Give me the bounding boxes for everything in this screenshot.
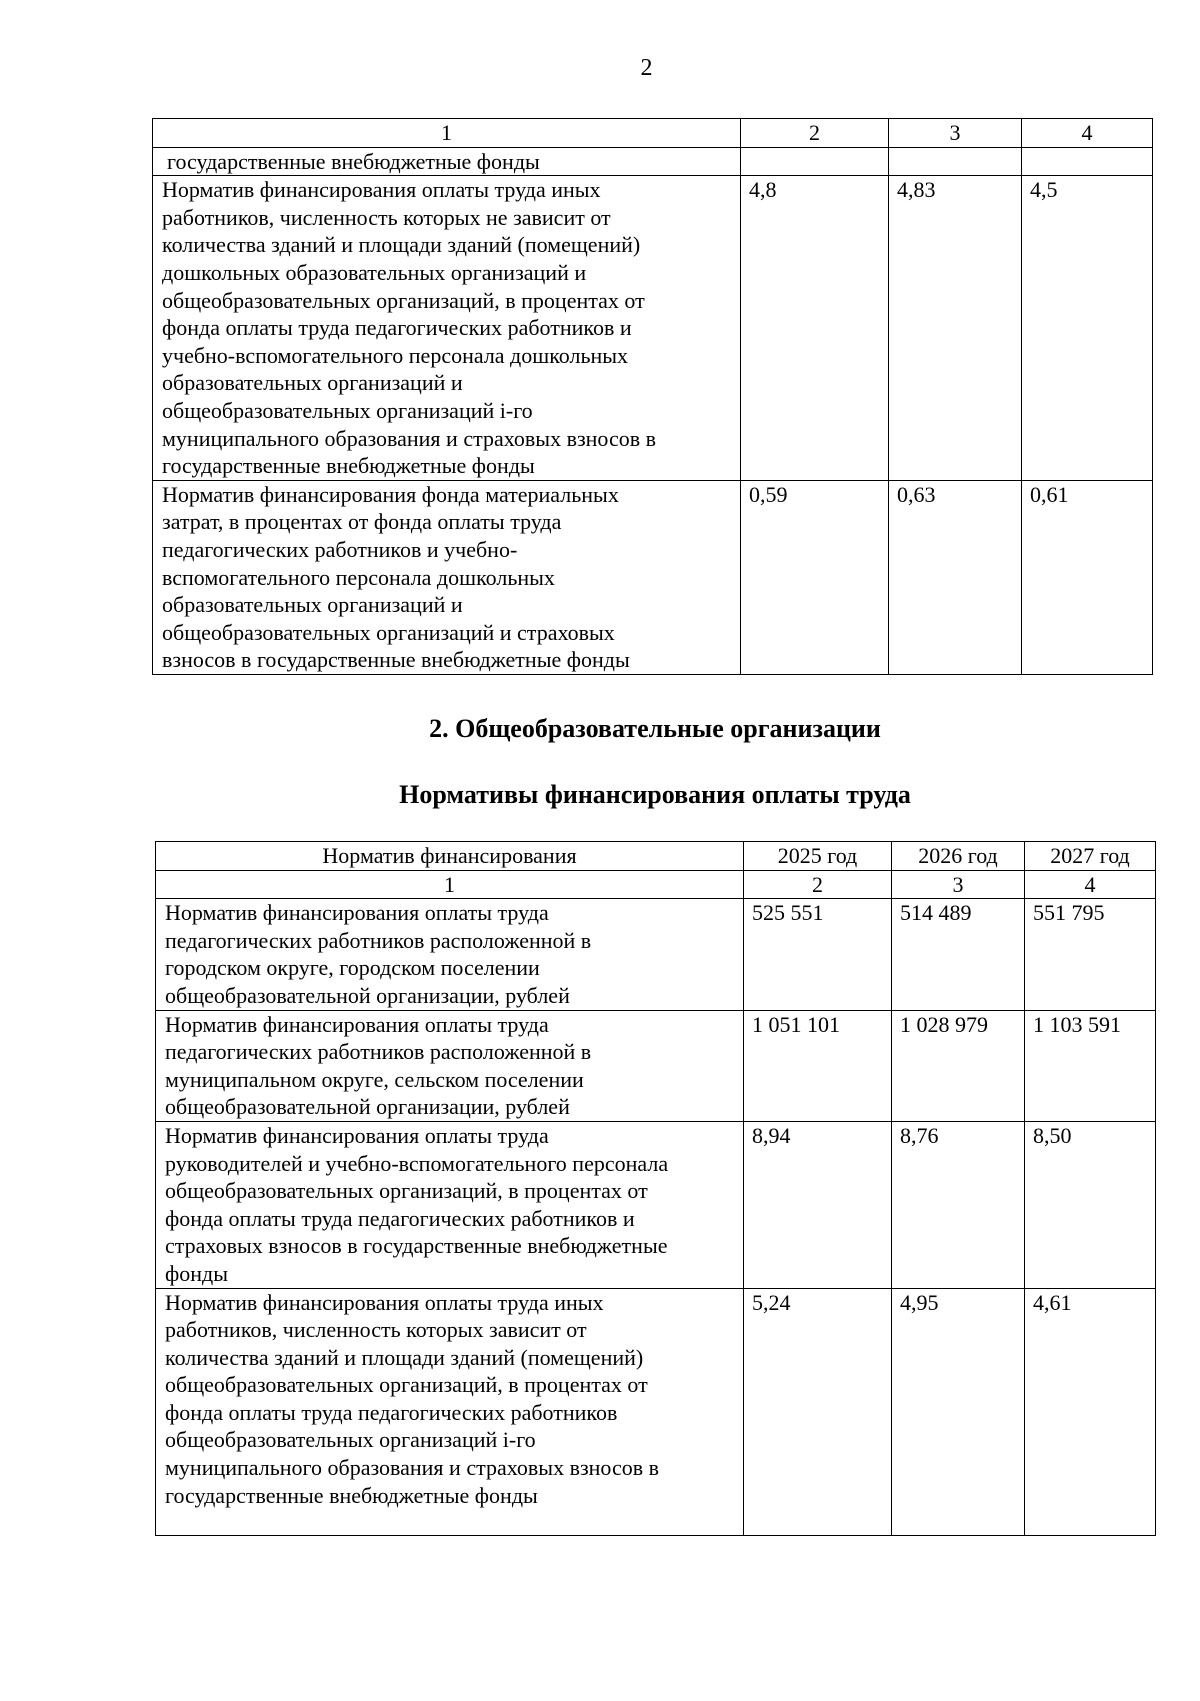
value-2027: 1 103 591: [1025, 1010, 1156, 1121]
header-standard: Норматив финансирования: [156, 842, 744, 871]
section-subtitle: Нормативы финансирования оплаты труда: [399, 780, 911, 809]
table-row: [153, 176, 1153, 481]
standard-description: [156, 1288, 744, 1535]
column-number-2: 2: [744, 870, 892, 899]
text-line: государственные внебюджетные фонды: [165, 1482, 538, 1508]
header-2027: 2027 год: [1025, 842, 1156, 871]
text-line: городском округе, городском поселении: [165, 955, 540, 981]
text-line: работников, численность которых не зависит от: [162, 204, 611, 230]
header-2025: 2025 год: [744, 842, 892, 871]
column-number-2: 2: [741, 119, 889, 148]
column-number-row: [153, 119, 1153, 148]
page-number: 2: [640, 55, 653, 81]
text-line: общеобразовательных организаций, в процентах от: [165, 1178, 648, 1204]
text-line: Норматив финансирования фонда материальных: [162, 481, 619, 507]
text-line: Норматив финансирования оплаты труда иных: [165, 1289, 604, 1315]
text-line: образовательных организаций и: [162, 370, 463, 396]
text-line: общеобразовательных организаций, в процентах от: [162, 287, 645, 313]
value-2025: 5,24: [744, 1288, 892, 1535]
value-2027: 4,61: [1025, 1288, 1156, 1535]
text-line: педагогических работников расположенной в: [165, 1039, 592, 1065]
column-number-row: [156, 870, 1156, 899]
column-number-4: 4: [1025, 870, 1156, 899]
text-line: общеобразовательной организации, рублей: [165, 982, 570, 1008]
value-2027: 0,61: [1022, 480, 1153, 674]
text-line: общеобразовательных организаций, в процентах от: [165, 1372, 648, 1398]
value-2025: 525 551: [744, 899, 892, 1010]
text-line: общеобразовательных организаций и страховых: [162, 619, 615, 645]
standards-table-continued: [152, 118, 1153, 675]
text-line: количества зданий и площади зданий (помещений): [165, 1344, 644, 1370]
standard-description: [156, 1010, 744, 1121]
value-2027: 551 795: [1025, 899, 1156, 1010]
value-2026: 4,83: [889, 176, 1022, 481]
text-line: фонда оплаты труда педагогических работников и: [165, 1205, 635, 1231]
text-line: муниципальном округе, сельском поселении: [165, 1066, 584, 1092]
text-line: взносов в государственные внебюджетные фонды: [162, 647, 630, 673]
empty-cell: [889, 147, 1022, 176]
text-line: вспомогательного персонала дошкольных: [162, 564, 555, 590]
value-2026: 1 028 979: [892, 1010, 1025, 1121]
value-2025: 4,8: [741, 176, 889, 481]
header-2026: 2026 год: [892, 842, 1025, 871]
section-title: 2. Общеобразовательные организации: [429, 714, 881, 743]
text-line: общеобразовательной организации, рублей: [165, 1094, 570, 1120]
text-line: образовательных организаций и: [162, 592, 463, 618]
text-line: дошкольных образовательных организаций и: [162, 259, 587, 285]
column-number-3: 3: [889, 119, 1022, 148]
text-line: страховых взносов в государственные внебюджетные: [165, 1233, 668, 1259]
text-line: педагогических работников и учебно-: [162, 536, 518, 562]
text-line: Норматив финансирования оплаты труда иных: [162, 177, 601, 203]
column-number-4: 4: [1022, 119, 1153, 148]
text-line: фонды: [165, 1260, 229, 1286]
text-line: общеобразовательных организаций i-го: [162, 397, 533, 423]
text-line: затрат, в процентах от фонда оплаты труда: [162, 509, 562, 535]
text-line: количества зданий и площади зданий (помещений): [162, 232, 641, 258]
text-line: Норматив финансирования оплаты труда: [165, 900, 549, 926]
value-2026: 4,95: [892, 1288, 1025, 1535]
empty-cell: [741, 147, 889, 176]
table-row: [156, 1121, 1156, 1288]
text-line: Норматив финансирования оплаты труда: [165, 1011, 549, 1037]
text-line: муниципального образования и страховых взносов в: [165, 1455, 660, 1481]
standard-description: [156, 1121, 744, 1288]
table-row: [153, 480, 1153, 674]
continuation-cell: государственные внебюджетные фонды: [153, 147, 741, 176]
text-line: учебно-вспомогательного персонала дошкольных: [162, 342, 629, 368]
text-line: фонда оплаты труда педагогических работников и: [162, 315, 632, 341]
value-2026: 0,63: [889, 480, 1022, 674]
value-2026: 514 489: [892, 899, 1025, 1010]
value-2025: 0,59: [741, 480, 889, 674]
value-2027: 8,50: [1025, 1121, 1156, 1288]
empty-cell: [1022, 147, 1153, 176]
text-line: руководителей и учебно-вспомогательного персонала: [165, 1150, 669, 1176]
column-number-1: 1: [153, 119, 741, 148]
table-row: [156, 1288, 1156, 1535]
text-line: муниципального образования и страховых взносов в: [162, 425, 657, 451]
text-line: фонда оплаты труда педагогических работников: [165, 1399, 618, 1425]
value-2027: 4,5: [1022, 176, 1153, 481]
table-row: [156, 1010, 1156, 1121]
text-line: общеобразовательных организаций i-го: [165, 1427, 536, 1453]
text-line: работников, численность которых зависит от: [165, 1317, 587, 1343]
value-2026: 8,76: [892, 1121, 1025, 1288]
table-row: [156, 899, 1156, 1010]
column-number-1: 1: [156, 870, 744, 899]
text-line: государственные внебюджетные фонды: [162, 453, 535, 479]
general-education-standards-table: [155, 841, 1156, 1536]
table-row: [153, 147, 1153, 176]
value-2025: 1 051 101: [744, 1010, 892, 1121]
value-2025: 8,94: [744, 1121, 892, 1288]
standard-description: [153, 176, 741, 481]
standard-description: [156, 899, 744, 1010]
text-line: педагогических работников расположенной в: [165, 927, 592, 953]
standard-description: [153, 480, 741, 674]
text-line: Норматив финансирования оплаты труда: [165, 1122, 549, 1148]
header-row: [156, 842, 1156, 871]
column-number-3: 3: [892, 870, 1025, 899]
